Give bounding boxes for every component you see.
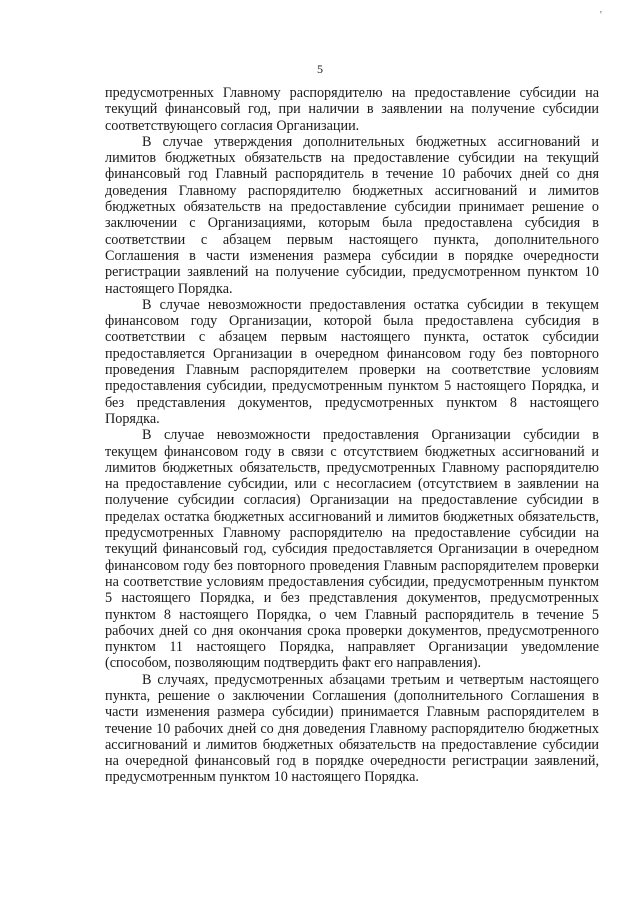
paragraph-3: В случае невозможности предоставления остатка субсидии в текущем финансовом году Организации, которой была предоставлена субсидия в соответствии с абзацем первым настоящего пункта, остаток субсидии предоставляется Организации в очередном финансовом году без повторного проведения Главным распорядителем проверки на соответствие условиям предоставления субсидии, предусмотренным пунктом 5 настоящего Порядка, и без представления документов, предусмотренных пунктом 8 настоящего Порядка. <box>105 296 599 427</box>
paragraph-4: В случае невозможности предоставления Организации субсидии в текущем финансовом году в связи с отсутствием бюджетных ассигнований и лимитов бюджетных обязательств, предусмотренных Главному распорядителю на предоставление субсидии, или с несогласием (отсутствием в заявлении на получение субсидии согласия) Организации на предоставление субсидии в пределах остатка бюджетных ассигнований и лимитов бюджетных обязательств, предусмотренных Главному распорядителю на предоставление субсидии на текущий финансовый год, субсидия предоставляется Организации в очередном финансовом году без повторного проведения Главным распорядителем проверки на соответствие условиям предоставления субсидии, предусмотренным пунктом 5 настоящего Порядка, и без представления документов, предусмотренных пунктом 8 настоящего Порядка, о чем Главный распорядитель в течение 5 рабочих дней со дня окончания срока проверки документов, предусмотренного пунктом 11 настоящего Порядка, направляет Организации уведомление (способом, позволяющим подтвердить факт его направления). <box>105 427 599 672</box>
page-number: 5 <box>317 62 323 76</box>
paragraph-5: В случаях, предусмотренных абзацами третьим и четвертым настоящего пункта, решение о заключении Соглашения (дополнительного Соглашения в части изменения размера субсидии) принимается Главным распорядителем в течение 10 рабочих дней со дня доведения Главному распорядителю бюджетных ассигнований и лимитов бюджетных обязательств на предоставление субсидии на очередной финансовый год в порядке очередности регистрации заявлений, предусмотренным пунктом 10 настоящего Порядка. <box>105 671 599 786</box>
paragraph-2: В случае утверждения дополнительных бюджетных ассигнований и лимитов бюджетных обязательств на предоставление субсидии на текущий финансовый год Главный распорядитель в течение 10 рабочих дней со дня доведения Главному распорядителю бюджетных ассигнований и лимитов бюджетных обязательств на предоставление субсидии принимает решение о заключении с Организациями, которым была предоставлена субсидия в соответствии с абзацем первым настоящего пункта, дополнительного Соглашения в части изменения размера субсидии в порядке очередности регистрации заявлений на получение субсидии, предусмотренном пунктом 10 настоящего Порядка. <box>105 133 599 297</box>
corner-mark: ' <box>600 10 602 21</box>
paragraph-1: предусмотренных Главному распорядителю на предоставление субсидии на текущий финансовый год, при наличии в заявлении на получение субсидии соответствующего согласия Организации. <box>105 85 599 134</box>
document-body <box>105 85 599 786</box>
